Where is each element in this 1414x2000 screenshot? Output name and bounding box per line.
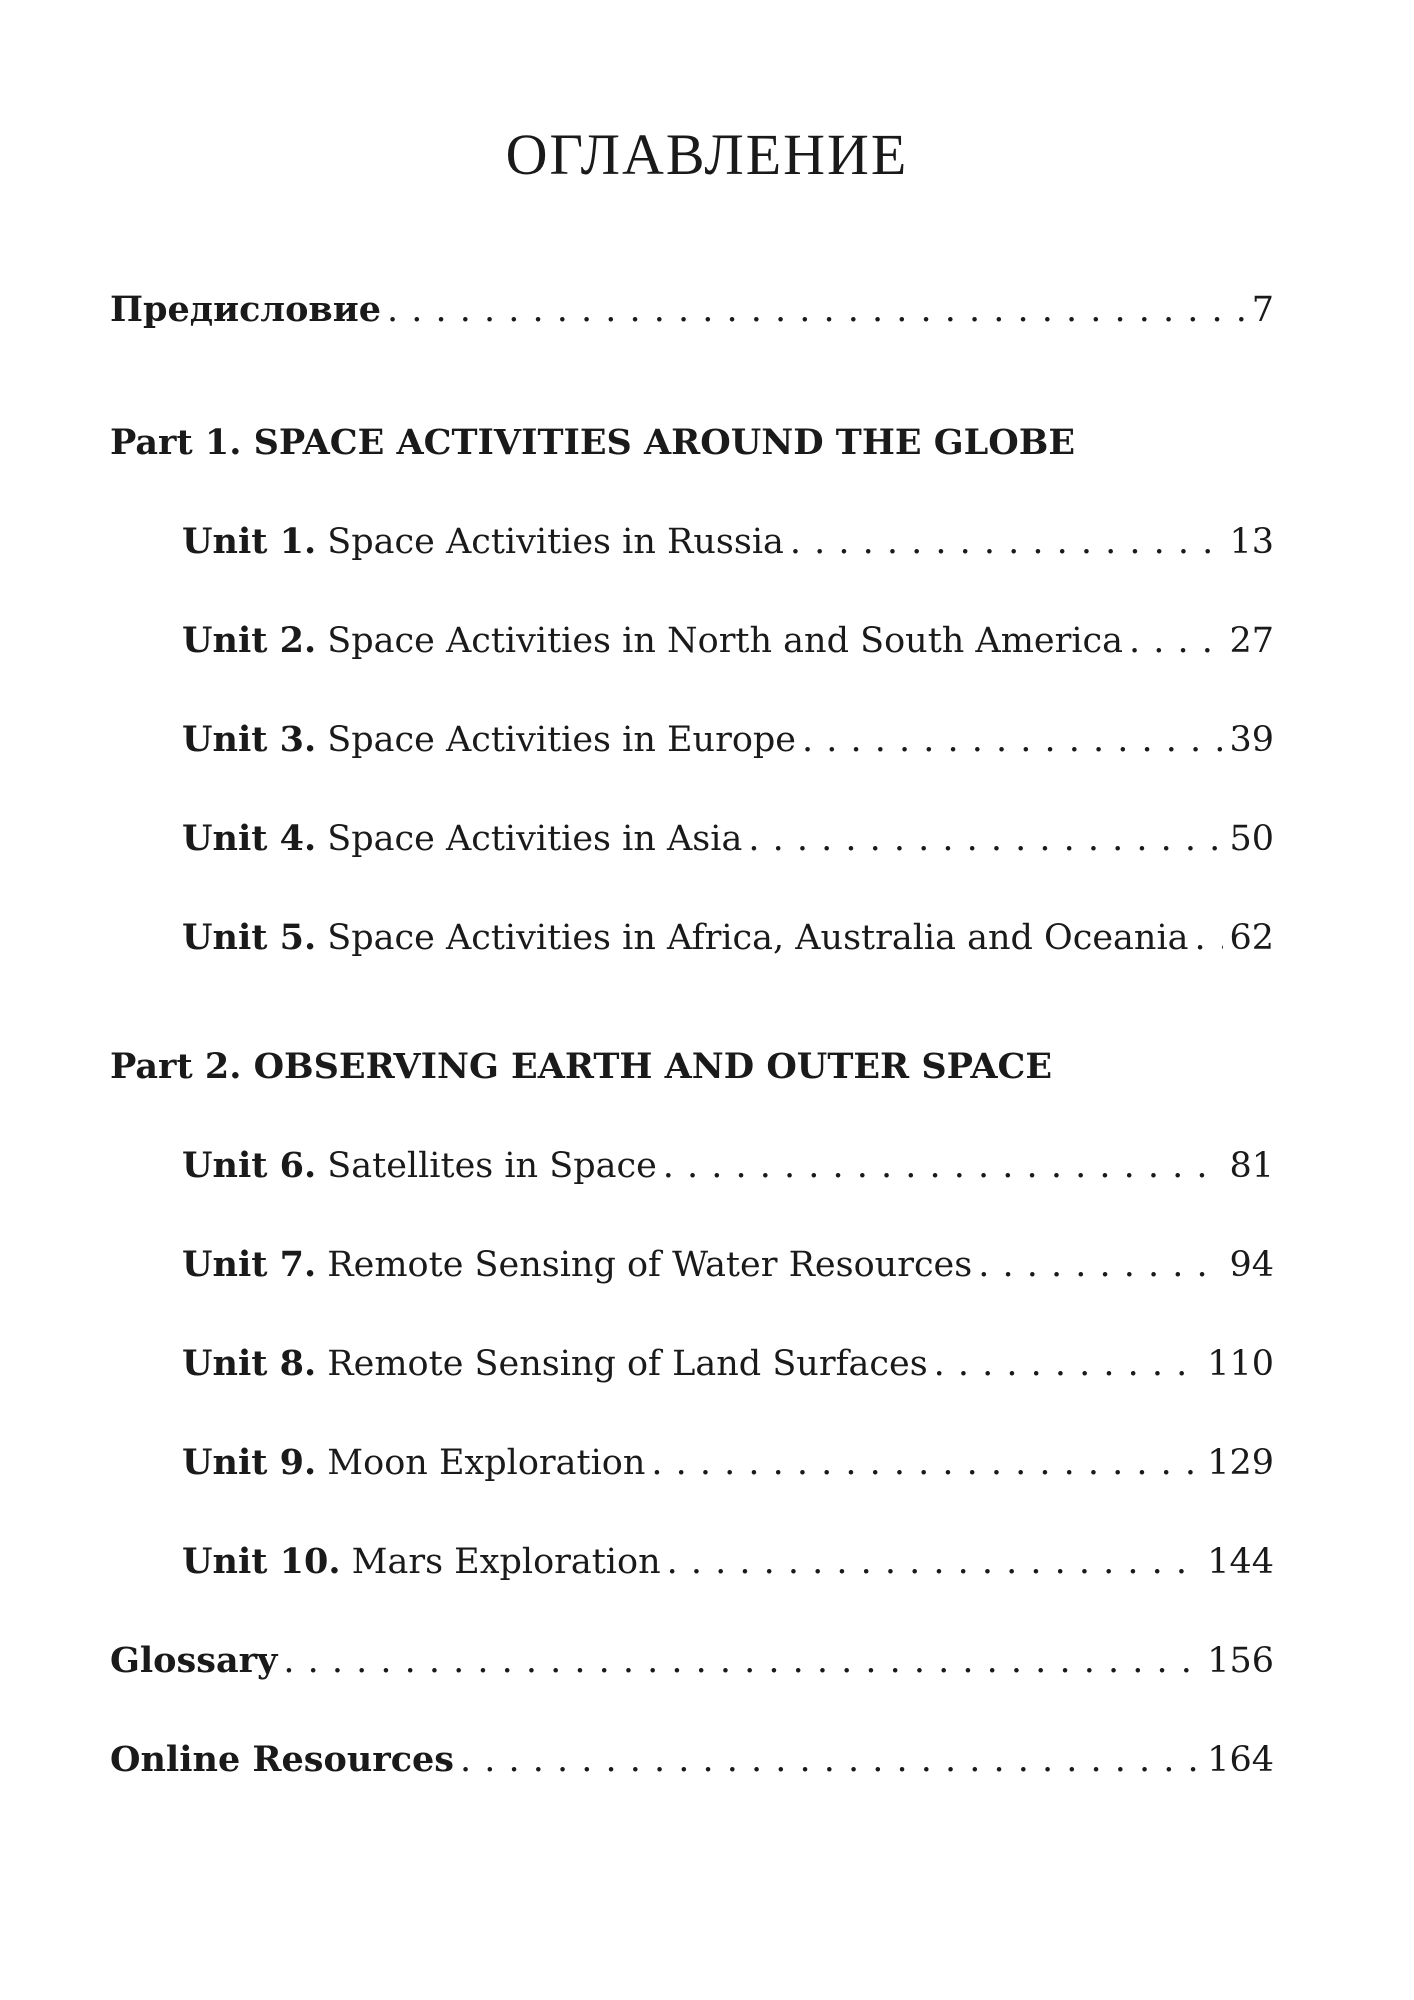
toc-page-number: 164 xyxy=(1207,1740,1274,1780)
unit-title: Mars Exploration xyxy=(351,1542,661,1582)
dot-leader xyxy=(790,517,1224,567)
toc-page-number: 39 xyxy=(1229,720,1274,760)
toc-entry-label xyxy=(182,1141,657,1191)
dot-leader xyxy=(667,1537,1202,1587)
dot-leader xyxy=(283,1636,1201,1686)
toc-entry-unit-10[interactable] xyxy=(182,1537,1274,1587)
toc-entry-unit-5[interactable] xyxy=(182,913,1274,963)
toc-page-number: 156 xyxy=(1207,1641,1274,1681)
unit-title: Space Activities in North and South America xyxy=(327,621,1123,661)
toc-entry-unit-9[interactable] xyxy=(182,1438,1274,1488)
unit-number: Unit 5. xyxy=(182,917,317,958)
toc-entry-label xyxy=(182,1240,972,1290)
toc-entry-online-resources[interactable] xyxy=(110,1735,1274,1785)
dot-leader xyxy=(663,1141,1224,1191)
toc-entry-unit-1[interactable] xyxy=(182,517,1274,567)
toc-entry-label xyxy=(182,814,742,864)
unit-title: Moon Exploration xyxy=(327,1443,646,1483)
dot-leader xyxy=(1129,616,1223,666)
dot-leader xyxy=(1195,913,1224,963)
unit-title: Space Activities in Asia xyxy=(327,819,743,859)
dot-leader xyxy=(460,1735,1201,1785)
dot-leader xyxy=(802,715,1223,765)
page-title: ОГЛАВЛЕНИЕ xyxy=(505,122,909,187)
toc-entry-label xyxy=(182,913,1189,963)
toc-page-number: 50 xyxy=(1229,819,1274,859)
toc-entry-label xyxy=(182,517,784,567)
toc-entry-label xyxy=(182,715,796,765)
dot-leader xyxy=(978,1240,1223,1290)
unit-title: Remote Sensing of Land Surfaces xyxy=(327,1344,928,1384)
toc-entry-label xyxy=(182,1537,661,1587)
toc-page-number: 144 xyxy=(1207,1542,1274,1582)
unit-number: Unit 9. xyxy=(182,1442,317,1483)
toc-entry-unit-8[interactable] xyxy=(182,1339,1274,1389)
toc-entry-glossary[interactable] xyxy=(110,1636,1274,1686)
unit-number: Unit 4. xyxy=(182,818,317,859)
toc-entry-unit-2[interactable] xyxy=(182,616,1274,666)
toc-entry-label: Glossary xyxy=(110,1640,278,1681)
toc-entry-unit-6[interactable] xyxy=(182,1141,1274,1191)
toc-entry-label xyxy=(182,616,1123,666)
unit-number: Unit 8. xyxy=(182,1343,317,1384)
toc-page-number: 27 xyxy=(1229,621,1274,661)
toc-entry-preface[interactable] xyxy=(110,285,1274,335)
dot-leader xyxy=(748,814,1223,864)
unit-number: Unit 3. xyxy=(182,719,317,760)
toc-page-number: 13 xyxy=(1229,522,1274,562)
unit-number: Unit 6. xyxy=(182,1145,317,1186)
unit-title: Space Activities in Africa, Australia and Oceania xyxy=(327,918,1189,958)
toc-entry-label xyxy=(182,1339,928,1389)
toc-entry-unit-7[interactable] xyxy=(182,1240,1274,1290)
toc-page-number: 110 xyxy=(1207,1344,1274,1384)
toc-page-number: 7 xyxy=(1251,290,1274,330)
unit-title: Remote Sensing of Water Resources xyxy=(327,1245,973,1285)
toc-entry-label xyxy=(182,1438,645,1488)
unit-number: Unit 2. xyxy=(182,620,317,661)
toc-entry-label: Предисловие xyxy=(110,289,381,330)
dot-leader xyxy=(651,1438,1201,1488)
part-heading-text: Part 1. SPACE ACTIVITIES AROUND THE GLOBE xyxy=(110,422,1076,463)
part-heading-2 xyxy=(110,1042,1274,1092)
unit-number: Unit 10. xyxy=(182,1541,341,1582)
unit-title: Space Activities in Europe xyxy=(327,720,797,760)
unit-number: Unit 1. xyxy=(182,521,317,562)
part-heading-text: Part 2. OBSERVING EARTH AND OUTER SPACE xyxy=(110,1046,1053,1087)
toc-page-number: 129 xyxy=(1207,1443,1274,1483)
part-heading-1 xyxy=(110,418,1274,468)
toc-page-number: 94 xyxy=(1229,1245,1274,1285)
toc-page-number: 62 xyxy=(1229,918,1274,958)
dot-leader xyxy=(934,1339,1202,1389)
toc-entry-unit-4[interactable] xyxy=(182,814,1274,864)
toc-entry-label: Online Resources xyxy=(110,1739,455,1780)
dot-leader xyxy=(387,285,1246,335)
toc-page-number: 81 xyxy=(1229,1146,1274,1186)
toc-entry-unit-3[interactable] xyxy=(182,715,1274,765)
unit-title: Satellites in Space xyxy=(327,1146,657,1186)
unit-number: Unit 7. xyxy=(182,1244,317,1285)
unit-title: Space Activities in Russia xyxy=(327,522,784,562)
